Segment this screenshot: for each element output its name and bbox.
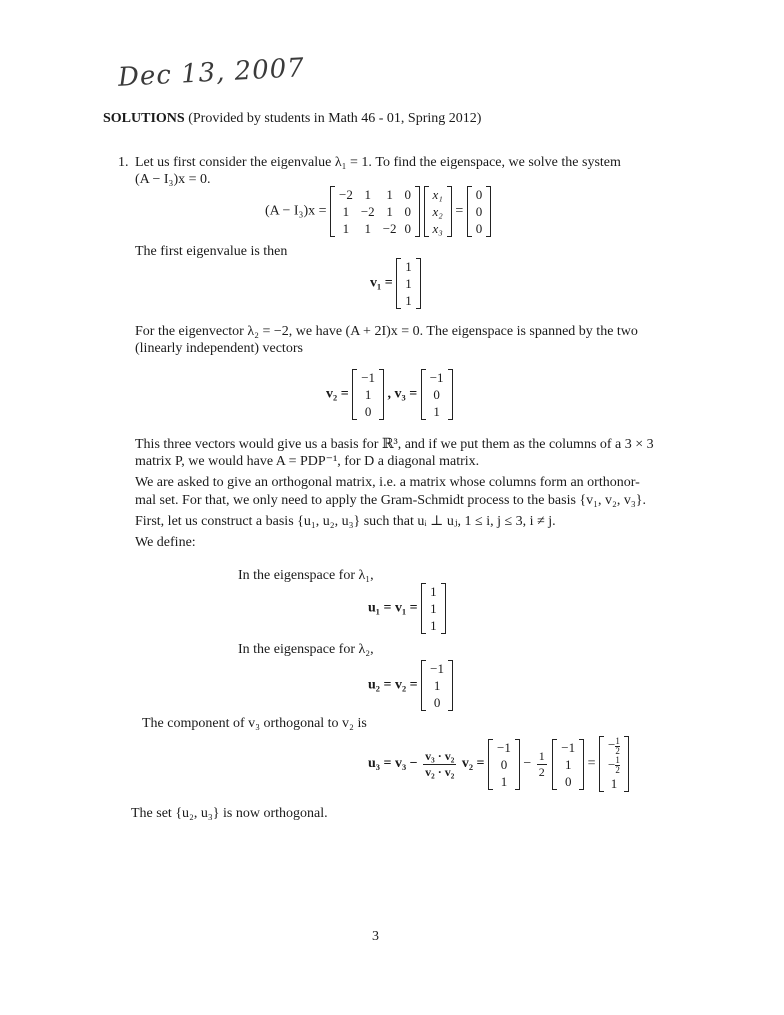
- basis-line-1: This three vectors would give us a basis for ℝ³, and if we put them as the columns of a 3 × 3: [135, 437, 654, 452]
- u3-after-frac: v₂ =: [461, 756, 485, 772]
- vector-u2: −1 1 0: [421, 660, 453, 711]
- u3-lhs: u₃ = v₃ −: [368, 756, 418, 772]
- v2-lhs: v₂ =: [326, 386, 349, 402]
- first-line: First, let us construct a basis {u₁, u₂, u₃} such that uᵢ ⊥ uⱼ, 1 ≤ i, j ≤ 3, i ≠ j.: [135, 514, 556, 529]
- page-number: 3: [372, 929, 379, 944]
- equation-u1: [368, 583, 446, 634]
- line-2: (A − I₃)x = 0.: [135, 172, 211, 187]
- u1-lhs: u₁ = v₁ =: [368, 600, 418, 616]
- ortho-line-1: We are asked to give an orthogonal matrix, i.e. a matrix whose columns form an orthonor-: [135, 475, 640, 490]
- component-text: The component of v₃ orthogonal to v₂ is: [142, 716, 367, 731]
- eq1-equals: =: [455, 203, 464, 219]
- solutions-heading: [103, 109, 481, 128]
- matrix-a-minus-i: −2 1 1 0 1 −2 1 0 1 1 −2 0: [330, 186, 420, 237]
- u3-equals: =: [587, 756, 596, 772]
- vector-v3: −1 0 1: [421, 369, 453, 420]
- eigenspace-2-text: In the eigenspace for λ₂,: [238, 642, 374, 657]
- vector-v2: −1 1 0: [352, 369, 384, 420]
- vector-u3-result: − $\frac{1}{2}$ − $\frac{1}{2}$ 1: [599, 736, 629, 792]
- heading-rest: (Provided by students in Math 46 - 01, Spring 2012): [188, 111, 482, 126]
- equation-u2: [368, 660, 453, 711]
- v1-lhs: v₁ =: [370, 275, 393, 291]
- u3-half-fraction: $\frac{1}{2}$: [538, 748, 545, 779]
- vector-u3-v2: −1 1 0: [552, 739, 584, 790]
- v3-lhs: , v₃ =: [387, 386, 418, 402]
- eigvec-line-1: For the eigenvector λ₂ = −2, we have (A + 2I)x = 0. The eigenspace is spanned by the two: [135, 324, 638, 339]
- handwritten-date: Dec 13, 2007: [117, 53, 306, 93]
- vector-v1: 1 1 1: [396, 258, 421, 309]
- define-line: We define:: [135, 535, 196, 550]
- vector-u1: 1 1 1: [421, 583, 446, 634]
- u3-projection-fraction: $\frac{\text{v₃ · v₂}}{\text{v₂ · v₂}}$: [425, 748, 455, 779]
- eigvec-line-2: (linearly independent) vectors: [135, 341, 303, 356]
- equation-v2-v3: [326, 369, 453, 420]
- equation-u3: [368, 736, 629, 792]
- equation-a-minus-i: [265, 186, 491, 237]
- vector-zero: 0 0 0: [467, 186, 492, 237]
- vector-u3-v3: −1 0 1: [488, 739, 520, 790]
- vector-x: x₁ x₂ x₃: [424, 186, 452, 237]
- basis-line-2: matrix P, we would have A = PDP⁻¹, for D a diagonal matrix.: [135, 454, 480, 469]
- eigenspace-1-text: In the eigenspace for λ₁,: [238, 568, 374, 583]
- equation-v1: [370, 258, 421, 309]
- u3-minus: −: [523, 756, 532, 772]
- set-orthogonal-text: The set {u₂, u₃} is now orthogonal.: [131, 806, 328, 821]
- first-eigen-text: The first eigenvalue is then: [135, 244, 288, 259]
- eq1-lhs: (A − I₃)x =: [265, 203, 327, 219]
- ortho-line-2: mal set. For that, we only need to apply the Gram-Schmidt process to the basis {v₁, v₂, v₃}.: [135, 493, 646, 508]
- line-1: Let us first consider the eigenvalue λ₁ = 1. To find the eigenspace, we solve the system: [135, 155, 621, 170]
- item-number: 1.: [118, 155, 129, 170]
- u2-lhs: u₂ = v₂ =: [368, 677, 418, 693]
- heading-bold: SOLUTIONS: [103, 111, 185, 126]
